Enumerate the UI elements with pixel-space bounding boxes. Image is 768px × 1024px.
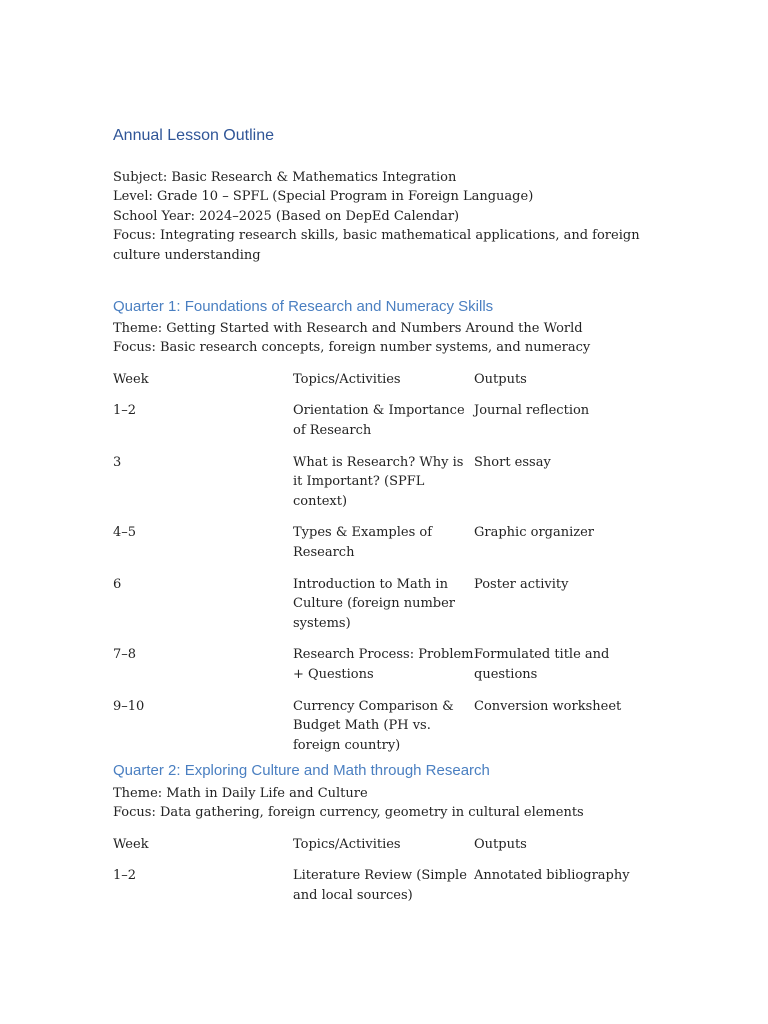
table-row bbox=[113, 523, 644, 574]
cell-output: Journal reflection bbox=[474, 403, 590, 419]
cell-week: 1–2 bbox=[113, 403, 137, 419]
cell-week: 4–5 bbox=[113, 525, 137, 541]
quarter-1-table bbox=[113, 370, 644, 768]
cell-topic: Introduction to Math in Culture (foreign number systems) bbox=[293, 576, 456, 631]
cell-topic: Orientation & Importance of Research bbox=[293, 403, 465, 438]
cell-topic: Literature Review (Simple and local sources) bbox=[293, 868, 467, 903]
document-meta bbox=[113, 168, 653, 265]
table-header-row bbox=[113, 835, 644, 866]
cell-topic: Types & Examples of Research bbox=[293, 525, 433, 560]
quarter-2-heading: Quarter 2: Exploring Culture and Math through Research bbox=[113, 762, 490, 779]
quarter-2-table bbox=[113, 835, 644, 918]
meta-school-year: School Year: 2024–2025 (Based on DepEd Calendar) bbox=[113, 208, 460, 224]
cell-output: Formulated title and questions bbox=[474, 647, 610, 682]
cell-topic: What is Research? Why is it Important? (SPFL context) bbox=[293, 454, 464, 509]
cell-week: 1–2 bbox=[113, 868, 137, 884]
quarter-1-intro bbox=[113, 319, 673, 358]
cell-output: Conversion worksheet bbox=[474, 698, 622, 714]
cell-output: Graphic organizer bbox=[474, 525, 595, 541]
meta-level: Level: Grade 10 – SPFL (Special Program in Foreign Language) bbox=[113, 189, 534, 205]
cell-output: Annotated bibliography bbox=[474, 868, 630, 884]
table-header-row bbox=[113, 370, 644, 401]
column-header-outputs: Outputs bbox=[474, 837, 527, 852]
column-header-topics: Topics/Activities bbox=[293, 372, 401, 387]
table-row bbox=[113, 866, 644, 917]
column-header-week: Week bbox=[113, 372, 149, 387]
cell-week: 9–10 bbox=[113, 698, 145, 714]
quarter-2-theme: Theme: Math in Daily Life and Culture bbox=[113, 786, 368, 801]
table-row bbox=[113, 575, 644, 646]
document-title: Annual Lesson Outline bbox=[113, 127, 274, 144]
table-row bbox=[113, 697, 644, 768]
column-header-outputs: Outputs bbox=[474, 372, 527, 387]
cell-topic: Currency Comparison & Budget Math (PH vs. foreign country) bbox=[293, 698, 454, 753]
table-row bbox=[113, 401, 644, 452]
cell-output: Poster activity bbox=[474, 576, 569, 592]
cell-week: 6 bbox=[113, 576, 122, 592]
quarter-1-heading: Quarter 1: Foundations of Research and Numeracy Skills bbox=[113, 298, 494, 315]
cell-week: 7–8 bbox=[113, 647, 137, 663]
column-header-week: Week bbox=[113, 837, 149, 852]
cell-topic: Research Process: Problem + Questions bbox=[293, 647, 474, 682]
table-row bbox=[113, 645, 644, 696]
cell-output: Short essay bbox=[474, 454, 551, 470]
meta-subject: Subject: Basic Research & Mathematics Integration bbox=[113, 170, 457, 185]
meta-focus: Focus: Integrating research skills, basic mathematical applications, and foreign culture understanding bbox=[113, 228, 640, 263]
cell-week: 3 bbox=[113, 454, 122, 470]
table-row bbox=[113, 453, 644, 524]
quarter-1-theme: Theme: Getting Started with Research and Numbers Around the World bbox=[113, 321, 583, 336]
quarter-2-focus: Focus: Data gathering, foreign currency, geometry in cultural elements bbox=[113, 805, 584, 821]
quarter-1-focus: Focus: Basic research concepts, foreign number systems, and numeracy bbox=[113, 340, 591, 356]
column-header-topics: Topics/Activities bbox=[293, 837, 401, 852]
quarter-2-intro bbox=[113, 784, 673, 823]
